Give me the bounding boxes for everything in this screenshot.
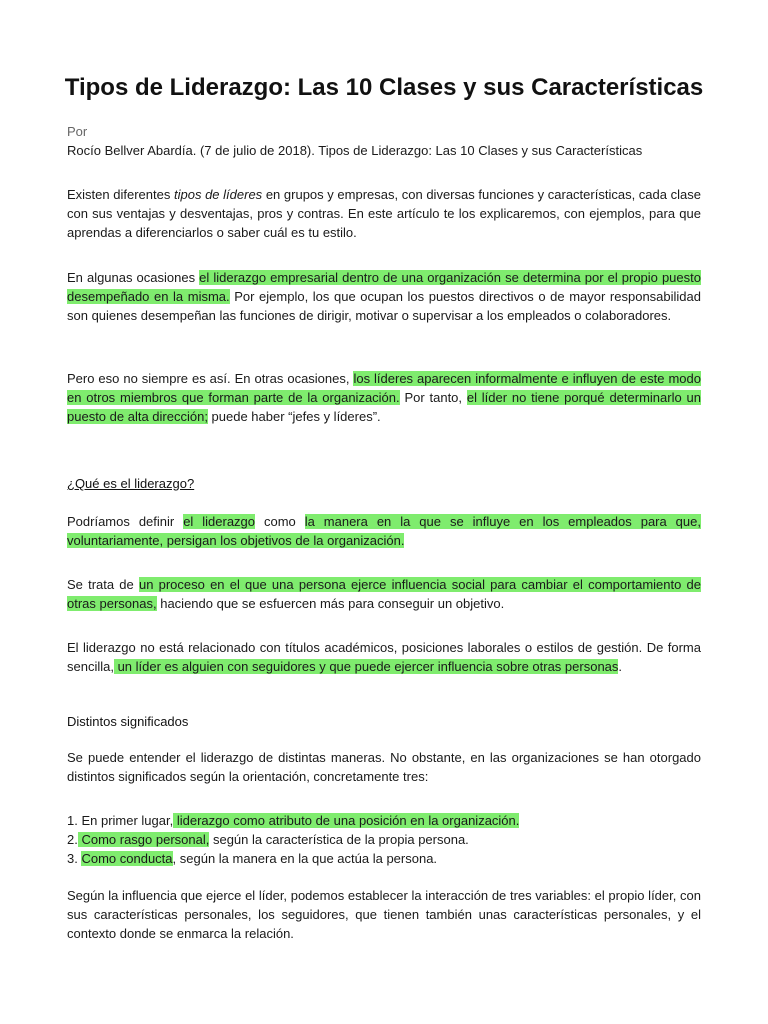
paragraph-organizational-leadership xyxy=(67,268,701,325)
paragraph-leader-definition xyxy=(67,638,701,676)
list-item-text: 2. xyxy=(67,832,78,847)
paragraph-text: Pero eso no siempre es así. En otras ocasiones, xyxy=(67,371,354,386)
paragraph-text: Existen diferentes xyxy=(67,187,174,202)
list-item-text: según la característica de la propia persona. xyxy=(209,832,469,847)
emphasis-tipos-de-lideres: tipos de líderes xyxy=(173,187,263,202)
list-item xyxy=(67,811,701,830)
paragraph-text: haciendo que se esfuercen más para conseguir un objetivo. xyxy=(156,596,505,611)
paragraph-text: Por ejemplo, los que ocupan los puestos directivos o de mayor responsabilidad son quienes desempeñan las funciones de dirigir, motivar o supervisar a los empleados o colaboradores. xyxy=(67,289,701,323)
paragraph-meanings-intro: Se puede entender el liderazgo de distintas maneras. No obstante, en las organizaciones se han otorgado distintos significados según la orientación, concretamente tres: xyxy=(67,750,701,784)
list-item-text: 3. xyxy=(67,851,82,866)
author-by-label: Por xyxy=(67,124,88,139)
citation-line xyxy=(67,142,642,160)
paragraph-process xyxy=(67,575,701,613)
list-item xyxy=(67,830,701,849)
list-item-text: , según la manera en la que actúa la persona. xyxy=(172,851,438,866)
paragraph-text: como xyxy=(255,514,305,529)
highlighted-text: el líder no tiene porqué determinarlo un puesto de alta dirección; xyxy=(67,390,701,424)
paragraph-text: puede haber “jefes y líderes”. xyxy=(207,409,381,424)
section-heading-que-es-liderazgo: ¿Qué es el liderazgo? xyxy=(67,476,195,491)
highlighted-text: un proceso en el que una persona ejerce influencia social para cambiar el comportamiento de otras personas, xyxy=(67,577,701,611)
highlighted-text: Como conducta xyxy=(81,851,173,866)
paragraph-three-variables: Según la influencia que ejerce el líder, podemos establecer la interacción de tres variables: el propio líder, con sus características personales, los seguidores, que tienen también unas características personales, y el contexto donde se enmarca la relación. xyxy=(67,888,701,941)
highlighted-text: un líder es alguien con seguidores y que puede ejercer influencia sobre otras personas xyxy=(113,659,619,674)
section-heading-distintos-significados: Distintos significados xyxy=(67,714,189,729)
citation-title: Tipos de Liderazgo: Las 10 Clases y sus Características xyxy=(318,143,643,158)
paragraph-text: Por tanto, xyxy=(399,390,467,405)
meanings-list xyxy=(67,811,701,868)
paragraph-definition xyxy=(67,512,701,550)
paragraph-text: En algunas ocasiones xyxy=(67,270,200,285)
paragraph-text: Se trata de xyxy=(67,577,139,592)
highlighted-text: liderazgo como atributo de una posición en la organización. xyxy=(173,813,520,828)
highlighted-text: la manera en la que se influye en los empleados para que, voluntariamente, persigan los objetivos de la organización. xyxy=(67,514,701,548)
document-title: Tipos de Liderazgo: Las 10 Clases y sus Características xyxy=(64,74,704,101)
highlighted-text: el liderazgo xyxy=(183,514,256,529)
paragraph-intro xyxy=(67,185,701,242)
citation-prefix: Rocío Bellver Abardía. (7 de julio de 2018). xyxy=(67,143,319,158)
paragraph-text: en grupos y empresas, con diversas funciones y características, cada clase con sus ventajas y desventajas, pros y contras. En este artículo te los explicaremos, con ejemplos, para que aprendas a diferenciarlos o saber cuál es tu estilo. xyxy=(67,187,701,240)
list-item xyxy=(67,849,701,868)
highlighted-text: los líderes aparecen informalmente e influyen de este modo en otros miembros que forman parte de la organización. xyxy=(67,371,701,405)
list-item-text: 1. En primer lugar, xyxy=(67,813,174,828)
paragraph-informal-leaders xyxy=(67,369,701,426)
paragraph-text: El liderazgo no está relacionado con títulos académicos, posiciones laborales o estilos de gestión. De forma sencilla, xyxy=(67,640,701,674)
paragraph-text: . xyxy=(618,659,623,674)
highlighted-text: Como rasgo personal, xyxy=(77,832,210,847)
paragraph-text: Podríamos definir xyxy=(67,514,184,529)
highlighted-text: el liderazgo empresarial dentro de una organización se determina por el propio puesto desempeñado en la misma. xyxy=(67,270,701,304)
